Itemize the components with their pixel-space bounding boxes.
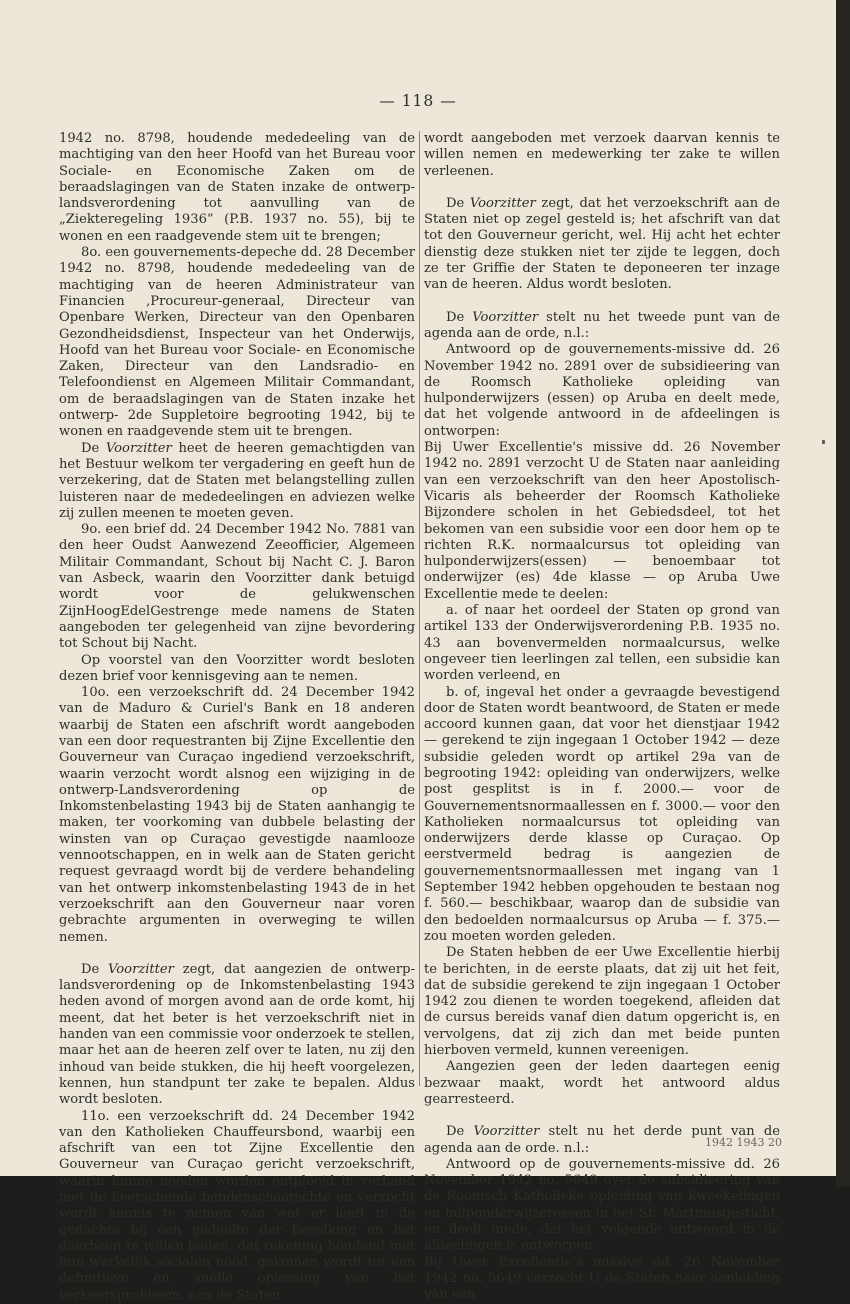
- paragraph-text: Aangezien geen der leden daartegen eenig bezwaar maakt, wordt het antwoord aldus gearresteerd.: [424, 1059, 780, 1107]
- paragraph: [424, 131, 780, 180]
- paragraph: [424, 1157, 780, 1255]
- paragraph: [59, 685, 415, 946]
- right-column: [424, 131, 780, 1303]
- paragraph: [424, 310, 780, 343]
- paragraph-text: wordt aangeboden met verzoek daarvan kennis te willen nemen en medewerking ter zake te willen verleenen.: [424, 131, 780, 179]
- paragraph-text: 9o. een brief dd. 24 December 1942 No. 7881 van den heer Oudst Aanwezend Zeeofficier, Algemeen Militair Commandant, Schout bij Nacht C. J. Baron van Asbeck, waarin den Voorzitter dank betuigd wordt voor de gelukwenschen ZijnHoogEdelGestrenge mede namens de Staten aangeboden ter gelegenheid van zijne bevordering tot Schout bij Nacht.: [59, 522, 415, 652]
- speaker-name: Voorzitter: [105, 440, 172, 456]
- column-divider: [419, 131, 420, 1086]
- left-column: [59, 131, 415, 1304]
- paragraph-text: Bij Uwer Excellentie's missive dd. 26 November 1942 no. 5649 verzocht U de Staten naar aanleiding van een: [424, 1254, 780, 1303]
- paragraph: [424, 342, 780, 440]
- speaker-name: Voorzitter: [108, 961, 174, 977]
- paragraph-text: De Staten hebben de eer Uwe Excellentie hierbij te berichten, in de eerste plaats, dat zij uit het feit, dat de subsidie gerekend te zijn ingegaan 1 October 1942 zou dienen te worden toegekend, afleiden dat de cursus bereids vanaf dien datum opgericht is, en vervolgens, dat zij zich dan met beide punten hierboven vermeld, kunnen vereenigen.: [424, 945, 780, 1059]
- paragraph-text: a. of naar het oordeel der Staten op grond van artikel 133 der Onderwijsverordening P.B. 1935 no. 43 aan bovenvermelden normaalcursus, welke ongeveer tien leerlingen zal tellen, een subsidie kan worden verleend, en: [424, 603, 780, 684]
- paragraph-text: heet de heeren gemachtigden van het Bestuur welkom ter vergadering en geeft hun de verzekering, dat de Staten met belangstelling zullen luisteren naar de mededeelingen en adviezen welke zij zullen meenen te moeten geven.: [59, 440, 415, 521]
- speaker-name: Voorzitter: [472, 309, 539, 325]
- paragraph-text: stelt nu het derde punt van de agenda aan de orde. n.l.:: [424, 1124, 780, 1156]
- paragraph-text: Bij Uwer Excellentie's missive dd. 26 November 1942 no. 2891 verzocht U de Staten naar aanleiding van een verzoekschrift van den heer Apostolisch-Vicaris als beheerder der Roomsch Katholieke Bijzondere scholen in het Gebiedsdeel, tot het bekomen van een subsidie voor een door hem op te richten R.K. normaalcursus tot opleiding van hulponderwijzers(essen) — benoembaar tot onderwijzer (es) 4de klasse — op Aruba Uwe Excellentie mede te deelen:: [424, 440, 780, 602]
- paragraph: [59, 131, 415, 245]
- paragraph-text: zegt, dat het verzoekschrift aan de Staten niet op zegel gesteld is; het afschrift van dat tot den Gouverneur gericht, wel. Hij acht het echter dienstig deze stukken niet ter zijde te leggen, doch ze ter Griffie der Staten te deponeeren ter inzage van de heeren. Aldus wordt besloten.: [424, 195, 781, 293]
- paragraph-lead: De: [446, 195, 470, 211]
- footer-mark: 1942 1943 20: [705, 1136, 782, 1149]
- paragraph-lead: De: [446, 1124, 474, 1140]
- paragraph: [424, 1255, 780, 1304]
- speaker-name: Voorzitter: [473, 1124, 540, 1140]
- paragraph: [424, 945, 780, 1059]
- paragraph: [59, 441, 415, 522]
- paragraph-text: Antwoord op de gouvernements-missive dd. 26 November 1942 no. 5649 over de subsidieering van de Roomsch Katholieke opleiding van kweekelingen en hulponderwijzeressen in het St. Martinusgesticht, en deelt mede, dat het volgende antwoord in de afdeelingen is ontworpen:: [424, 1156, 780, 1254]
- paragraph-text: zegt, dat aangezien de ontwerp-landsverordening op de Inkomstenbelasting 1943 heden avond of morgen avond aan de orde komt, hij meent, dat het beter is het verzoekschrift niet in handen van een commissie voor onderzoek te stellen, maar het aan de heeren zelf over te laten, nu zij den inhoud van beide stukken, die hij heeft voorgelezen, kennen, hun standpunt ter zake te bepalen. Aldus wordt besloten.: [59, 961, 415, 1108]
- paragraph: [59, 653, 415, 686]
- paper-speck: [822, 440, 825, 444]
- scan-edge: [836, 0, 850, 1186]
- paragraph: [424, 440, 780, 603]
- paragraph-lead: De: [446, 309, 473, 325]
- paragraph-text: 11o. een verzoekschrift dd. 24 December 1942 van den Katholieken Chauffeursbond, waarbij een afschrift van een tot Zijne Excellentie den Gouverneur van Curaçao gericht verzoekschrift, waarin hunne nooden worden ontplooid in verband met de heerschende bandenschaarschte en verzocht wordt kennis te nemen van wat er leeft in de gedachte bij een gedeelte der bevolking en het daarheen te willen leiden, dat rekening houdend met hun werkelijk socialen nood, gekomen wordt tot een definitieve en snelle oplossing van het verkeersprobleem, aan de Staten: [59, 1108, 415, 1303]
- paragraph: [59, 522, 415, 652]
- paragraph-text: Op voorstel van den Voorzitter wordt besloten dezen brief voor kennisgeving aan te nemen.: [59, 652, 415, 684]
- paragraph: [424, 603, 780, 684]
- paragraph-text: 1942 no. 8798, houdende mededeeling van de machtiging van den heer Hoofd van het Bureau voor Sociale- en Economische Zaken om de beraadslagingen van de Staten inzake de ontwerp-landsverordening tot aanvulling van de „Ziekteregeling 1936” (P.B. 1937 no. 55), bij te wonen en een raadgevende stem uit te brengen;: [59, 131, 415, 244]
- paragraph-text: stelt nu het tweede punt van de agenda aan de orde, n.l.:: [424, 309, 780, 341]
- paragraph-text: b. of, ingeval het onder a gevraagde bevestigend door de Staten wordt beantwoord, de Staten er mede accoord kunnen gaan, dat voor het dienstjaar 1942 — gerekend te zijn ingegaan 1 October 1942 — deze subsidie geleden wordt op artikel 29a van de begrooting 1942: opleiding van onderwijzers, welke post gesplitst is in f. 2000.— voor de Gouvernementsnormaallessen en f. 3000.— voor den Katholieken normaalcursus tot opleiding van onderwijzers derde klasse op Curaçao. Op eerstvermeld bedrag is aangezien de gouvernementsnormaallessen met ingang van 1 September 1942 hebben opgehouden te bestaan nog f. 560.— beschikbaar, waarop dan de subsidie van den bedoelden normaalcursus op Aruba — f. 375.— zou moeten worden geleden.: [424, 684, 780, 944]
- paragraph: [424, 685, 780, 946]
- page-number: — 118 —: [379, 92, 457, 110]
- paragraph-text: 8o. een gouvernements-depeche dd. 28 December 1942 no. 8798, houdende mededeeling van de machtiging van de heeren Administrateur van Financien ,Procureur-generaal, Directeur van Openbare Werken, Directeur van den Openbaren Gezondheidsdienst, Inspecteur van het Onderwijs, Hoofd van het Bureau voor Sociale- en Economische Zaken, Directeur van den Landsradio- en Telefoondienst en Algemeen Militair Commandant, om de beraadslagingen van de Staten inzake het ontwerp- 2de Suppletoire begrooting 1942, bij te wonen en raadgevende stem uit te brengen.: [59, 245, 415, 440]
- paragraph: [59, 962, 415, 1109]
- paragraph: [424, 1059, 780, 1108]
- paragraph-text: 10o. een verzoekschrift dd. 24 December 1942 van de Maduro & Curiel's Bank en 18 anderen waarbij de Staten een afschrift wordt aangeboden van een door requestranten bij Zijne Excellentie den Gouverneur van Curaçao ingediend verzoekschrift, waarin verzocht wordt alsnog een wijziging in de ontwerp-Landsverordening op de Inkomstenbelasting 1943 bij de Staten aanhangig te maken, ter voorkoming van dubbele belasting der winsten van op Curaçao gevestigde naamlooze vennootschappen, en in welk aan de Staten gericht request gevraagd wordt bij de verdere behandeling van het ontwerp inkomstenbelasting 1943 de in het verzoekschrift aan den Gouverneur naar voren gebrachte argumenten in overweging te willen nemen.: [59, 685, 415, 945]
- speaker-name: Voorzitter: [469, 195, 536, 211]
- paragraph-lead: De: [81, 961, 109, 977]
- paragraph: [59, 245, 415, 441]
- paragraph: [424, 196, 780, 294]
- paragraph: [59, 1109, 415, 1304]
- paragraph-text: Antwoord op de gouvernements-missive dd. 26 November 1942 no. 2891 over de subsidieering van de Roomsch Katholieke opleiding van hulponderwijzers (essen) op Aruba en deelt mede, dat het volgende antwoord in de afdeelingen is ontworpen:: [424, 342, 780, 439]
- paragraph-lead: De: [81, 440, 106, 456]
